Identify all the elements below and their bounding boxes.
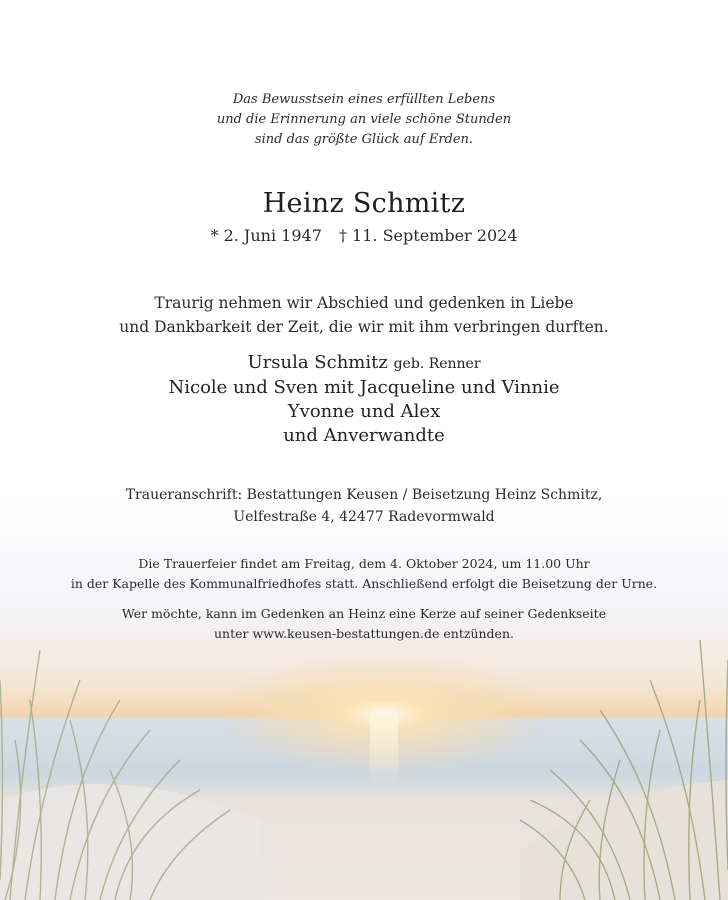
death-date: † 11. September 2024 xyxy=(338,226,518,245)
mourner-line-2: Nicole und Sven mit Jacqueline und Vinnie xyxy=(168,377,560,398)
life-dates xyxy=(0,226,728,245)
motto-quote xyxy=(0,90,728,150)
spouse-maiden-name: geb. Renner xyxy=(393,356,481,372)
ceremony-line-2: in der Kapelle des Kommunalfriedhofes statt. Anschließend erfolgt die Beisetzung der Urne. xyxy=(70,576,658,591)
mourner-spouse xyxy=(0,351,728,376)
motto-line-1: Das Bewusstsein eines erfüllten Lebens xyxy=(232,92,496,107)
mourner-line-3: Yvonne und Alex xyxy=(287,401,441,422)
deceased-name: Heinz Schmitz xyxy=(262,188,466,219)
farewell-line-2: und Dankbarkeit der Zeit, die wir mit ihm verbringen durften. xyxy=(119,318,609,336)
farewell-line-1: Traurig nehmen wir Abschied und gedenken in Liebe xyxy=(154,294,574,312)
ceremony-line-1: Die Trauerfeier findet am Freitag, dem 4. Oktober 2024, um 11.00 Uhr xyxy=(138,556,590,571)
ceremony-info xyxy=(0,554,728,594)
address-line-1: Traueranschrift: Bestattungen Keusen / Beisetzung Heinz Schmitz, xyxy=(125,487,603,503)
farewell-text xyxy=(0,291,728,339)
mourning-address xyxy=(0,484,728,528)
birth-date: * 2. Juni 1947 xyxy=(210,226,322,245)
memorial-candle-info xyxy=(0,604,728,644)
mourner-line-4: und Anverwandte xyxy=(283,425,445,446)
address-line-2: Uelfestraße 4, 42477 Radevormwald xyxy=(233,509,495,525)
candle-line-2: unter www.keusen-bestattungen.de entzünden. xyxy=(214,626,514,641)
mourners-list xyxy=(0,351,728,448)
motto-line-3: sind das größte Glück auf Erden. xyxy=(254,132,474,147)
candle-line-1: Wer möchte, kann im Gedenken an Heinz eine Kerze auf seiner Gedenkseite xyxy=(121,606,607,621)
spouse-name: Ursula Schmitz xyxy=(247,352,388,373)
motto-line-2: und die Erinnerung an viele schöne Stunden xyxy=(216,112,512,127)
